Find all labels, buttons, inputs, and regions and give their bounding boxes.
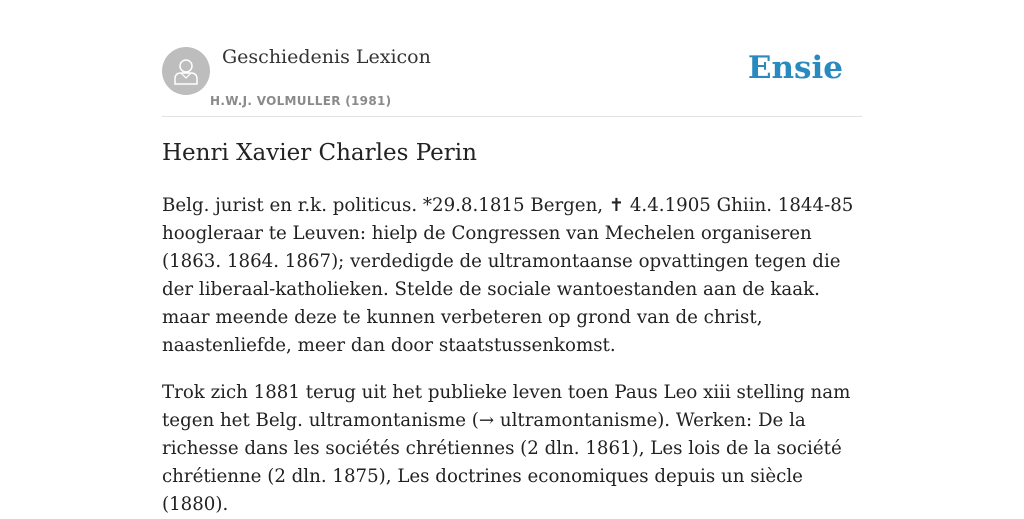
user-icon: [173, 57, 199, 85]
avatar[interactable]: [162, 47, 210, 95]
entry-paragraph: Belg. jurist en r.k. politicus. *29.8.1815 Bergen, ✝ 4.4.1905 Ghiin. 1844-85 hoogleraar te Leuven: hielp de Congressen van Mechelen organiseren (1863. 1864. 1867); verdedigde de ultramontaanse opvattingen tegen die der liberaal-katholieken. Stelde de sociale wantoestanden aan de kaak. maar meende deze te kunnen verbeteren op grond van de christ, naastenliefde, meer dan door staatstussenkomst.: [162, 195, 854, 356]
entry-paragraph: Trok zich 1881 terug uit het publieke leven toen Paus Leo xiii stelling nam tegen het Belg. ultramontanisme (→ ultramontanisme). Werken: De la richesse dans les sociétés chrétiennes (2 dln. 1861), Les lois de la société chrétienne (2 dln. 1875), Les doctrines economiques depuis un siècle (1880).: [162, 382, 851, 515]
article-container: [162, 0, 862, 515]
source-author[interactable]: H.W.J. VOLMULLER (1981): [210, 94, 392, 108]
source-title[interactable]: Geschiedenis Lexicon: [222, 46, 431, 68]
page-title: Henri Xavier Charles Perin: [162, 140, 477, 166]
brand-logo[interactable]: Ensie: [747, 50, 843, 86]
source-header: [162, 0, 862, 117]
